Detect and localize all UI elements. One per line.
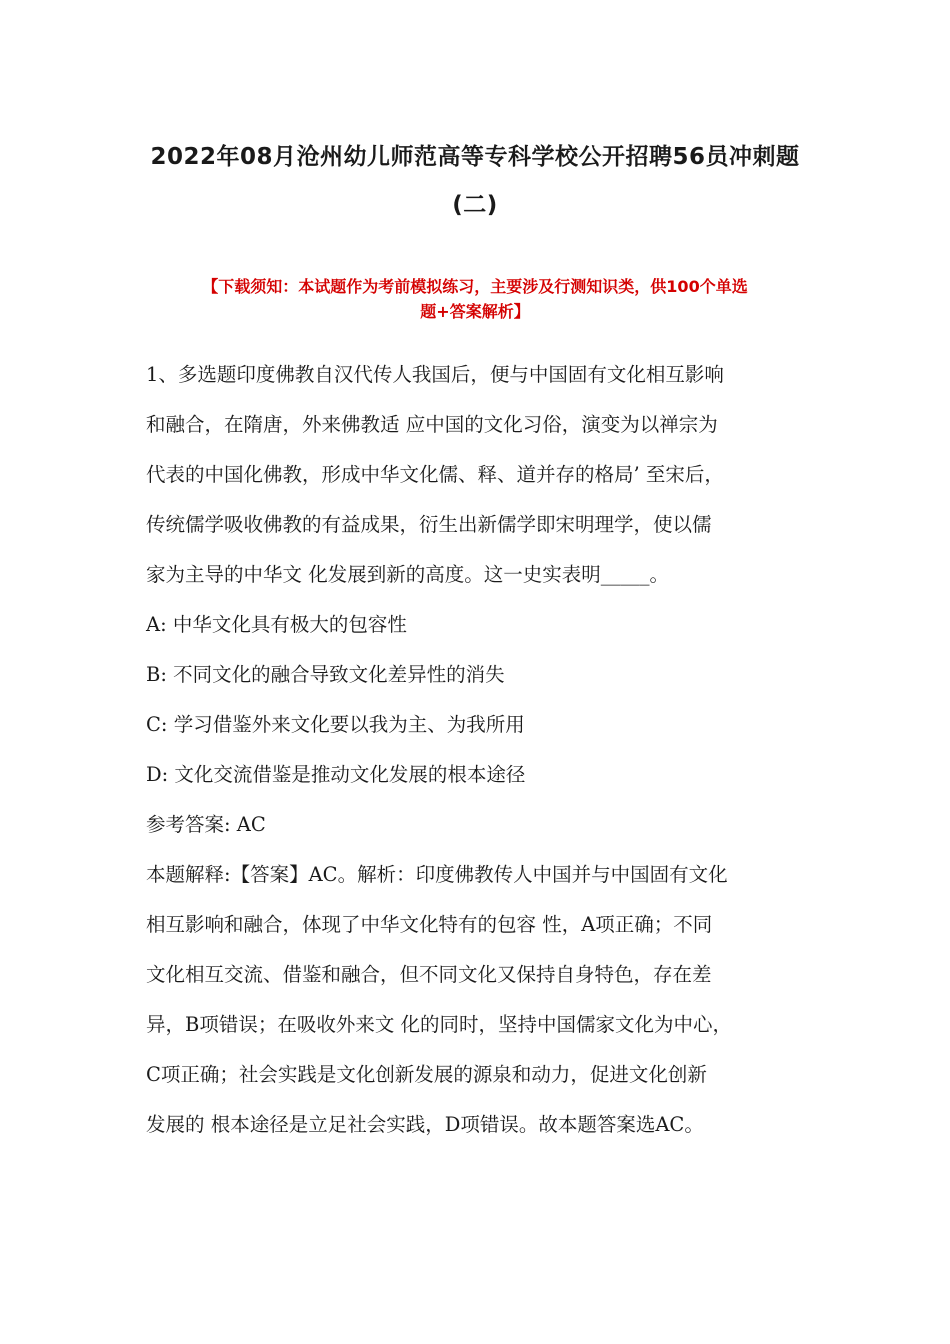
download-notice-line: 【下载须知：本试题作为考前模拟练习，主要涉及行测知识类，供100个单选 (202, 277, 748, 296)
download-notice-line: 题+答案解析】 (420, 302, 530, 321)
download-notice (130, 274, 820, 324)
option-c: C: 学习借鉴外来文化要以我为主、为我所用 (146, 713, 525, 736)
page-title-suffix: (二) (452, 192, 498, 218)
question-stem-line: 代表的中国化佛教，形成中华文化儒、释、道并存的格局’ 至宋后， (146, 463, 724, 486)
question-stem-line: 传统儒学吸收佛教的有益成果，衍生出新儒学即宋明理学，使以儒 (146, 513, 712, 536)
question-stem-line: 和融合，在隋唐，外来佛教适 应中国的文化习俗，演变为以禅宗为 (146, 413, 718, 436)
question-stem-line: 家为主导的中华文 化发展到新的高度。这一史实表明_____。 (146, 563, 669, 586)
answer-explanation (146, 850, 826, 1150)
option-d: D: 文化交流借鉴是推动文化发展的根本途径 (146, 763, 526, 786)
question-stem (146, 350, 826, 600)
explanation-line: C项正确；社会实践是文化创新发展的源泉和动力，促进文化创新 (146, 1063, 707, 1086)
explanation-line: 相互影响和融合，体现了中华文化特有的包容 性，A项正确；不同 (146, 913, 713, 936)
explanation-line: 本题解释:【答案】AC。解析：印度佛教传人中国并与中国固有文化 (146, 863, 728, 886)
question-stem-line: 1、多选题印度佛教自汉代传人我国后，便与中国固有文化相互影响 (146, 363, 724, 386)
option-b: B: 不同文化的融合导致文化差异性的消失 (146, 663, 505, 686)
explanation-line: 文化相互交流、借鉴和融合，但不同文化又保持自身特色，存在差 (146, 963, 712, 986)
explanation-line: 异，B项错误；在吸收外来文 化的同时，坚持中国儒家文化为中心， (146, 1013, 733, 1036)
page-title: 2022年08月沧州幼儿师范高等专科学校公开招聘56员冲刺题 (150, 144, 800, 170)
reference-answer: 参考答案: AC (146, 813, 266, 836)
explanation-line: 发展的 根本途径是立足社会实践，D项错误。故本题答案选AC。 (146, 1113, 704, 1136)
option-a: A: 中华文化具有极大的包容性 (146, 613, 407, 636)
